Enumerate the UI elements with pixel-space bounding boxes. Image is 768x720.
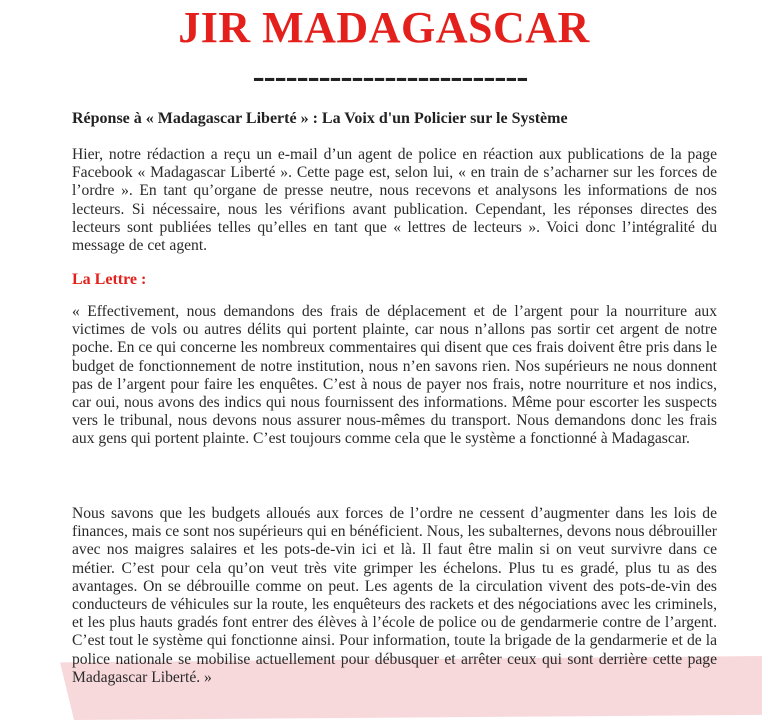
intro-paragraph: Hier, notre rédaction a reçu un e-mail d’un agent de police en réaction aux publications de la page Facebook « Madagascar Liberté ». Cette page est, selon lui, « en train de s’acharner sur les forces de l’ordre ». En tant qu’organe de presse neutre, nous recevons et analysons les informations de nos lecteurs. Si nécessaire, nous les vérifions avant publication. Cependant, les réponses directes des lecteurs sont publiées telles qu’elles en tant que « lettres de lecteurs ». Voici donc l’intégralité du message de cet agent. bbox=[72, 146, 717, 255]
article-headline: Réponse à « Madagascar Liberté » : La Voix d'un Policier sur le Système bbox=[72, 110, 568, 127]
letter-paragraph-1: « Effectivement, nous demandons des frais de déplacement et de l’argent pour la nourriture aux victimes de vols ou autres délits qui portent plainte, car nous n’allons pas sortir cet argent de notre poche. En ce qui concerne les nombreux commentaires qui disent que ces frais doivent être pris dans le budget de fonctionnement de notre institution, nous n’en savons rien. Nos supérieurs ne nous donnent pas de l’argent pour faire les enquêtes. C’est à nous de payer nos frais, notre nourriture et nos indics, car oui, nous avons des indics qui nous fournissent des informations. Même pour escorter les suspects vers le tribunal, nous devons nous assurer nous-mêmes du transport. Nous demandons donc les frais aux gens qui portent plainte. C’est toujours comme cela que le système a fonctionné à Madagascar. bbox=[72, 303, 717, 448]
masthead-title: JIR MADAGASCAR bbox=[178, 3, 590, 52]
masthead-separator: ------------------------- bbox=[252, 58, 528, 94]
letter-paragraph-2: Nous savons que les budgets alloués aux forces de l’ordre ne cessent d’augmenter dans les lois de finances, mais ce sont nos supérieurs qui en bénéficient. Nous, les subalternes, devons nous débrouiller avec nos maigres salaires et les pots-de-vin ici et là. Il faut être malin si on veut survivre dans ce métier. C’est pour cela qu’on veut très vite grimper les échelons. Plus tu es gradé, plus tu as des avantages. On se débrouille comme on peut. Les agents de la circulation vivent des pots-de-vin des conducteurs de véhicules sur la route, les enquêteurs des rackets et des négociations avec les criminels, et les plus hauts gradés font entrer des élèves à l’école de police ou de gendarmerie contre de l’argent. C’est tout le système qui fonctionne ainsi. Pour information, toute la brigade de la gendarmerie et de la police nationale se mobilise actuellement pour débusquer et arrêter ceux qui sont derrière cette page Madagascar Liberté. » bbox=[72, 505, 717, 686]
section-heading: La Lettre : bbox=[72, 271, 147, 288]
